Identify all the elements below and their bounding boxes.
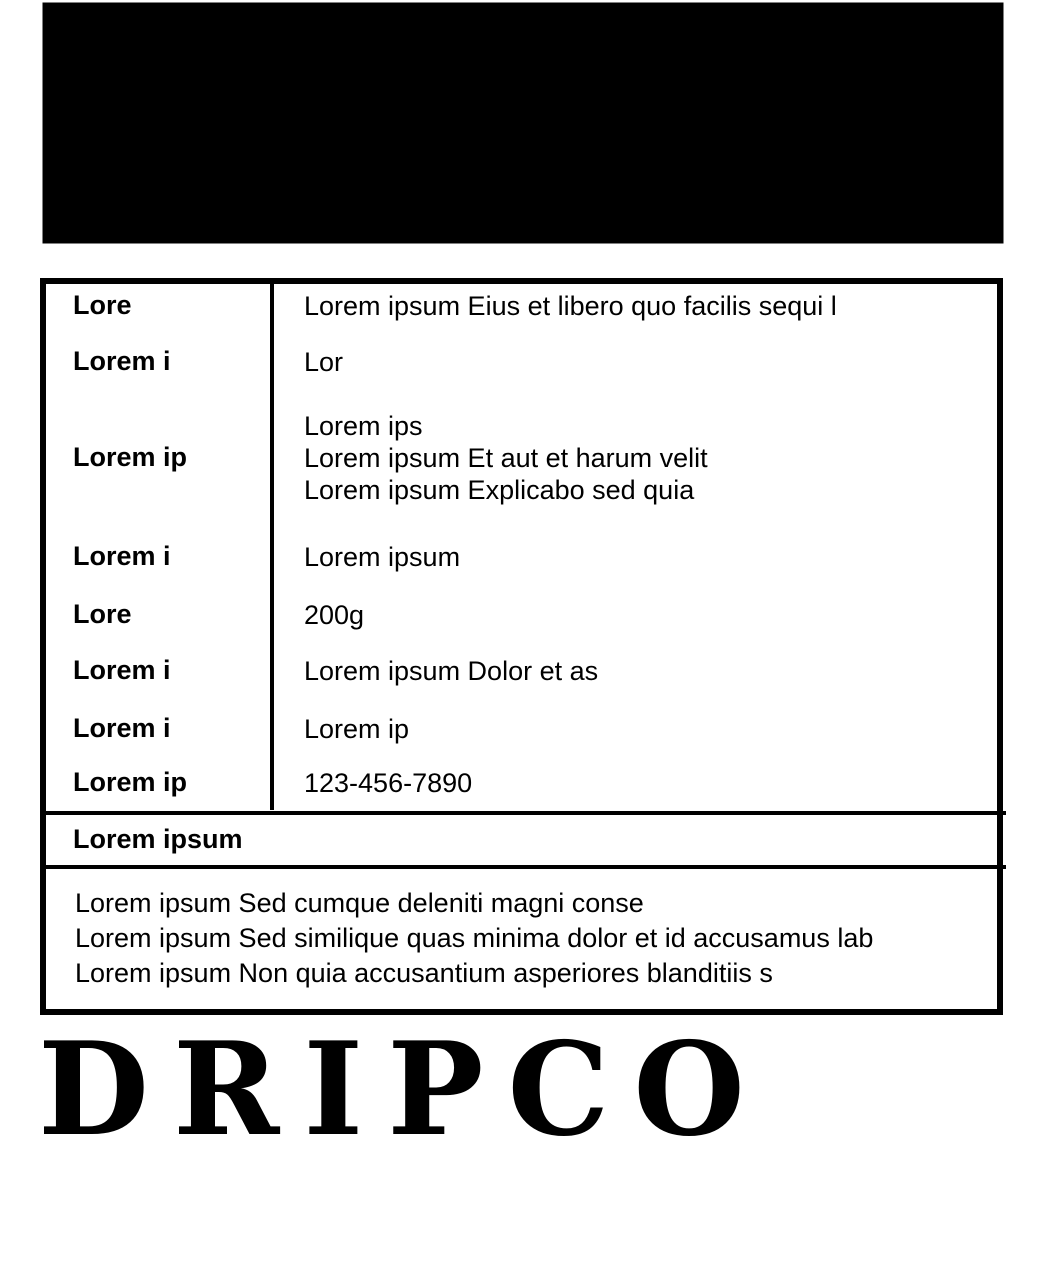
spec-value: Lorem ip	[304, 714, 410, 744]
spec-value-line: Lorem ips	[304, 411, 423, 441]
spec-label: Lorem ip	[73, 767, 188, 797]
section-line: Lorem ipsum Sed cumque deleniti magni conse	[75, 888, 644, 918]
spec-value: Lor	[304, 347, 344, 377]
section-line: Lorem ipsum Non quia accusantium asperiores blanditiis s	[75, 958, 773, 988]
spec-value: Lorem ipsum Eius et libero quo facilis sequi l	[304, 291, 837, 321]
spec-value: 123-456-7890	[304, 768, 473, 798]
section-line: Lorem ipsum Sed similique quas minima dolor et id accusamus lab	[75, 923, 874, 953]
spec-value: 200g	[304, 600, 365, 630]
spec-value: Lorem ipsum Dolor et as	[304, 656, 599, 686]
spec-label: Lorem i	[73, 346, 171, 376]
spec-label: Lorem i	[73, 713, 171, 743]
spec-label: Lore	[73, 599, 132, 629]
spec-value-line: Lorem ipsum Explicabo sed quia	[304, 475, 695, 505]
spec-label: Lorem i	[73, 541, 171, 571]
geometric-pattern-banner	[40, 0, 1006, 248]
brand-wordmark: DRIPCO	[38, 1015, 769, 1165]
spec-label: Lorem ip	[73, 442, 188, 472]
spec-label: Lorem i	[73, 655, 171, 685]
spec-value: Lorem ipsum	[304, 542, 461, 572]
spec-table	[40, 278, 1006, 1015]
section-title: Lorem ipsum	[73, 824, 243, 854]
spec-label: Lore	[73, 290, 132, 320]
section-body	[75, 886, 873, 991]
spec-value-line: Lorem ipsum Et aut et harum velit	[304, 443, 708, 473]
